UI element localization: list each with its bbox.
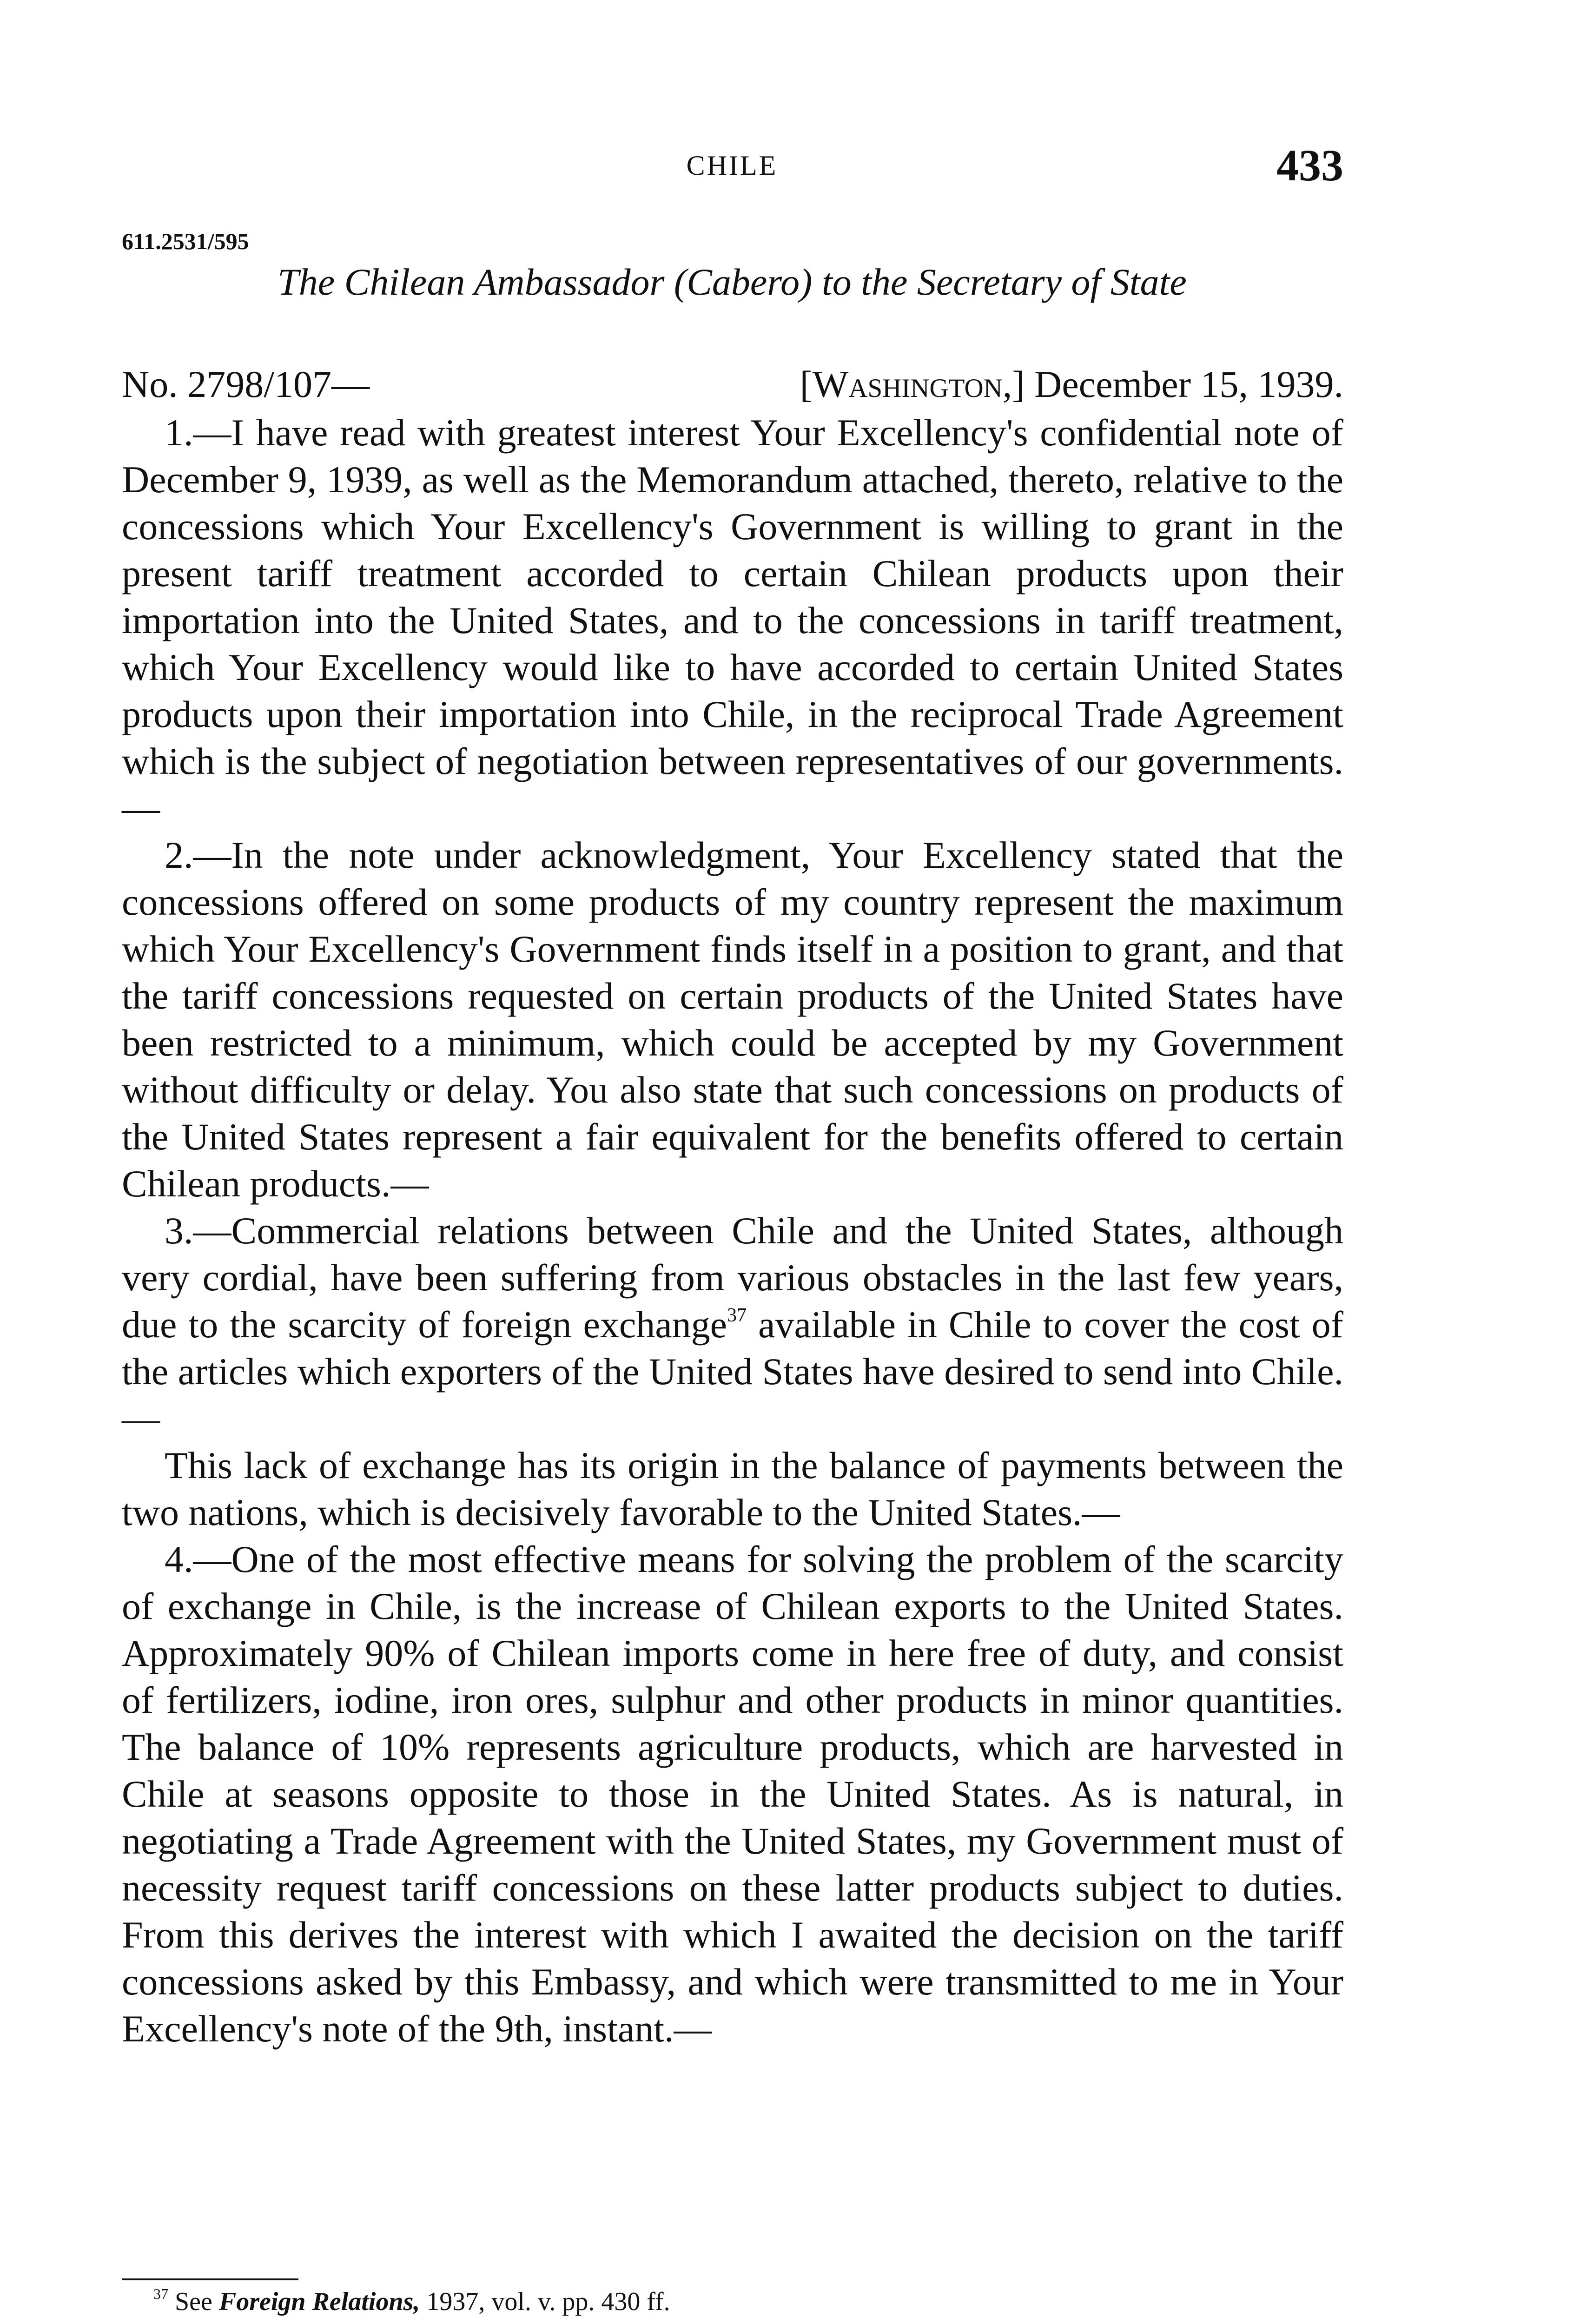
place-open-bracket: [ — [800, 363, 813, 405]
paragraph-3 — [122, 1207, 1343, 1442]
letter-body — [122, 409, 1343, 2052]
document-number: No. 2798/107— — [122, 363, 370, 405]
paragraph-3-continued: This lack of exchange has its origin in the balance of payments between the two nations, which is decisively favorable to the United States.— — [122, 1444, 1343, 1533]
place-and-date — [800, 363, 1343, 406]
page-number: 433 — [1276, 140, 1343, 190]
footnote-source: Foreign Relations, — [218, 2287, 420, 2316]
file-number: 611.2531/595 — [122, 228, 249, 254]
paragraph-4: 4.—One of the most effective means for solving the problem of the scarcity of exchange in Chile, is the increase of Chilean exports to the United States. Approximately 90% of Chilean imports come in here free of duty, and consist of fertilizers, iodine, iron ores, sulphur and other products in minor quantities. The balance of 10% represents agriculture products, which are harvested in Chile at seasons opposite to those in the United States. As is natural, in negotiating a Trade Agreement with the United States, my Government must of necessity request tariff concessions on these latter products subject to duties. From this derives the interest with which I awaited the decision on the tariff concessions asked by this Embassy, and which were transmitted to me in Your Excellency's note of the 9th, instant.— — [122, 1538, 1343, 2050]
paragraph-1: 1.—I have read with greatest interest Your Excellency's confidential note of December 9, 1939, as well as the Memorandum attached, thereto, relative to the concessions which Your Excellency's Government is willing to grant in the present tariff treatment accorded to certain Chilean products upon their importation into the United States, and to the concessions in tariff treatment, which Your Excellency would like to have accorded to certain United States products upon their importation into Chile, in the reciprocal Trade Agreement which is the subject of negotiation between representatives of our governments.— — [122, 411, 1343, 829]
footnote-lead: See — [168, 2287, 219, 2316]
place-name: Washington — [812, 363, 1003, 405]
running-title: CHILE — [686, 150, 778, 181]
footnote — [153, 2287, 670, 2317]
document-title: The Chilean Ambassador (Cabero) to the Secretary of State — [278, 261, 1187, 303]
footnote-tail: 1937, vol. v. pp. 430 ff. — [420, 2287, 670, 2316]
paragraph-3-text-a: 3.—Commercial relations between Chile and the United States, although very cordial, have been suffering from various obstacles in the last few years, due to the scarcity of foreign exchange — [122, 1209, 1343, 1346]
letter-date: December 15, 1939. — [1025, 363, 1343, 405]
running-head — [121, 139, 1343, 191]
footnote-reference: 37 — [727, 1305, 747, 1326]
paragraph-2: 2.—In the note under acknowledgment, Your Excellency stated that the concessions offered on some products of my country represent the maximum which Your Excellency's Government finds itself in a position to grant, and that the tariff concessions requested on certain products of the United States have been restricted to a minimum, which could be accepted by my Government without difficulty or delay. You also state that such concessions on products of the United States represent a fair equivalent for the benefits offered to certain Chilean products.— — [122, 834, 1343, 1205]
dateline — [122, 363, 1343, 409]
place-close-bracket: ,] — [1002, 363, 1025, 405]
paragraph-3-text-b: available in Chile to cover the cost of the articles which exporters of the United States have desired to send into Chile.— — [122, 1303, 1343, 1439]
footnote-marker: 37 — [153, 2285, 168, 2302]
footnote-rule — [122, 2278, 298, 2280]
